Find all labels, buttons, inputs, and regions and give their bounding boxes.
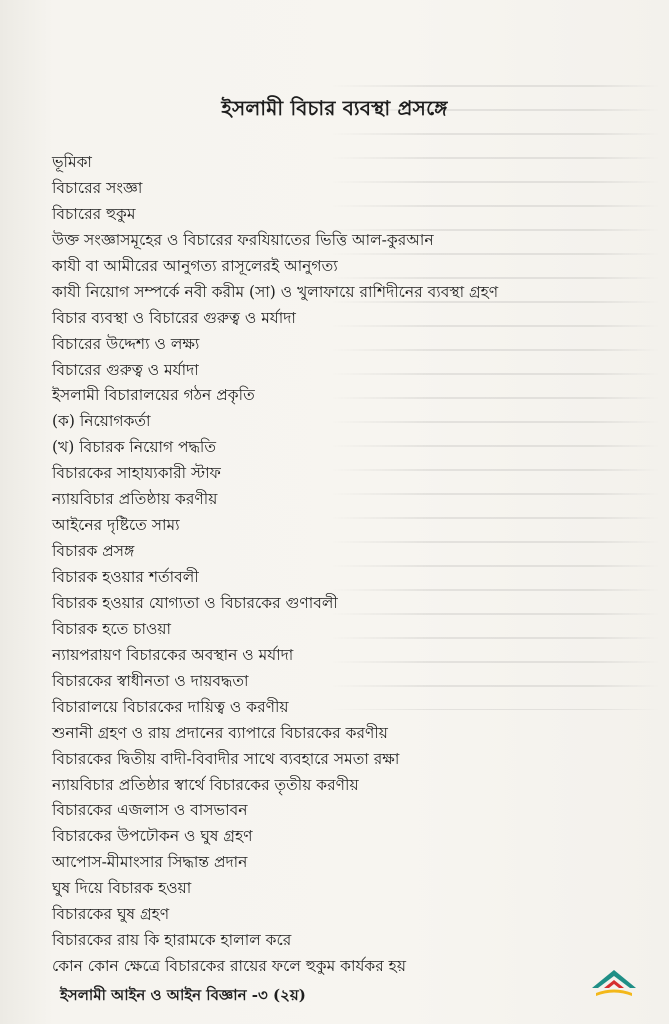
toc-item: ইসলামী বিচারালয়ের গঠন প্রকৃতি: [52, 386, 255, 405]
toc-item: শুনানী গ্রহণ ও রায় প্রদানের ব্যাপারে বিচারকের করণীয়: [52, 723, 388, 742]
toc-item: (ক) নিয়োগকর্তা: [52, 412, 151, 431]
toc-item: বিচারক হতে চাওয়া: [52, 619, 172, 638]
toc-item: বিচারক হওয়ার যোগ্যতা ও বিচারকের গুণাবলী: [52, 593, 338, 612]
toc-item: বিচার ব্যবস্থা ও বিচারের গুরুত্ব ও মর্যাদা: [52, 308, 296, 327]
toc-item: বিচারালয়ে বিচারকের দায়িত্ব ও করণীয়: [52, 697, 289, 716]
toc-item: বিচারকের দ্বিতীয় বাদী-বিবাদীর সাথে ব্যবহারে সমতা রক্ষা: [52, 749, 400, 768]
toc-item: ন্যায়বিচার প্রতিষ্ঠায় করণীয়: [52, 490, 218, 509]
toc-item: বিচারের উদ্দেশ্য ও লক্ষ্য: [52, 334, 200, 353]
toc-item: বিচারকের সাহায্যকারী স্টাফ: [52, 464, 221, 483]
table-of-contents: [52, 150, 652, 980]
toc-item: ন্যায়পরায়ণ বিচারকের অবস্থান ও মর্যাদা: [52, 645, 294, 664]
toc-item: বিচারক হওয়ার শর্তাবলী: [52, 568, 199, 586]
toc-item: বিচারকের এজলাস ও বাসভাবন: [52, 801, 248, 820]
toc-item: বিচারকের উপঢৌকন ও ঘুষ গ্রহণ: [52, 827, 253, 846]
page-footer: ইসলামী আইন ও আইন বিজ্ঞান -৩ (২য়): [60, 986, 306, 1004]
toc-item: আইনের দৃষ্টিতে সাম্য: [52, 516, 180, 535]
toc-item: বিচারক প্রসঙ্গ: [52, 542, 135, 561]
toc-item: কাযী বা আমীরের আনুগত্য রাসূলেরই আনুগত্য: [52, 256, 338, 275]
page-title: ইসলামী বিচার ব্যবস্থা প্রসঙ্গে: [221, 96, 448, 120]
publisher-logo-icon: [590, 966, 638, 1000]
toc-item: বিচারকের রায় কি হারামকে হালাল করে: [52, 931, 292, 950]
toc-item: ন্যায়বিচার প্রতিষ্ঠার স্বার্থে বিচারকের তৃতীয় করণীয়: [52, 775, 359, 794]
toc-item: উক্ত সংজ্ঞাসমূহের ও বিচারের ফরযিয়াতের ভিত্তি আল-কুরআন: [52, 230, 434, 249]
toc-item: কোন কোন ক্ষেত্রে বিচারকের রায়ের ফলে হুকুম কার্যকর হয়: [52, 957, 406, 976]
toc-item: আপোস-মীমাংসার সিদ্ধান্ত প্রদান: [52, 853, 248, 872]
toc-item: বিচারকের স্বাধীনতা ও দায়বদ্ধতা: [52, 671, 249, 690]
toc-item: বিচারকের ঘুষ গ্রহণ: [52, 905, 170, 924]
toc-item: (খ) বিচারক নিয়োগ পদ্ধতি: [52, 438, 216, 457]
toc-item: ঘুষ দিয়ে বিচারক হওয়া: [52, 879, 192, 898]
toc-item: বিচারের সংজ্ঞা: [52, 178, 143, 197]
toc-item: বিচারের হুকুম: [52, 204, 136, 223]
toc-item: বিচারের গুরুত্ব ও মর্যাদা: [52, 360, 199, 379]
toc-item: কাযী নিয়োগ সম্পর্কে নবী করীম (সা) ও খুলাফায়ে রাশিদীনের ব্যবস্থা গ্রহণ: [52, 282, 499, 301]
toc-item: ভূমিকা: [52, 153, 92, 171]
